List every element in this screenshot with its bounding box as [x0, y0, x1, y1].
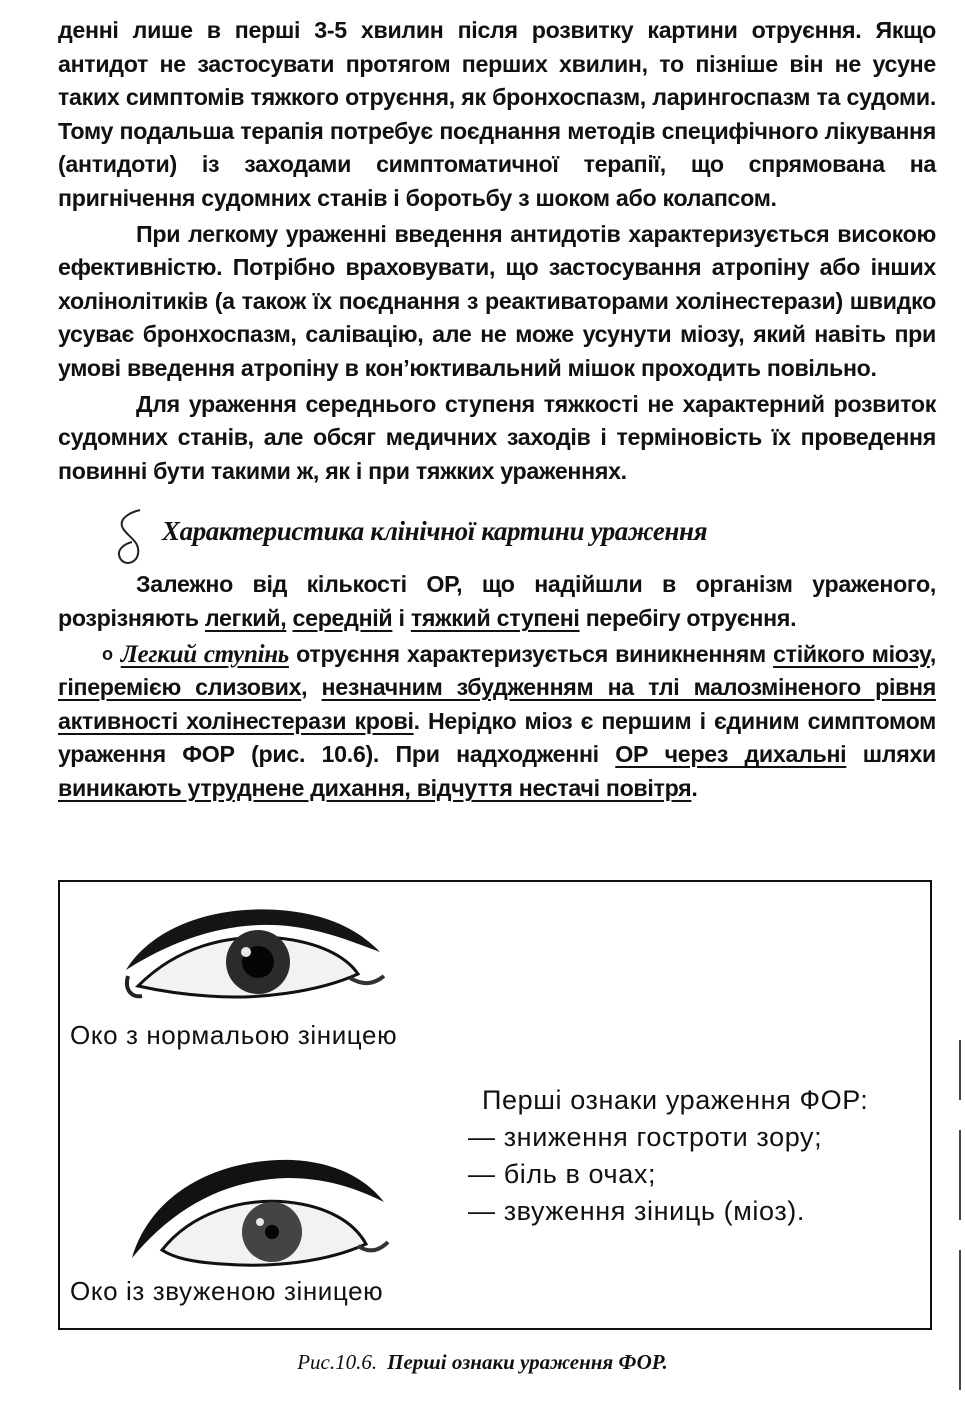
sign-item: — зниження гостроти зору;: [468, 1122, 823, 1152]
paragraph-4: [58, 568, 936, 635]
p5-text-5: шляхи: [846, 741, 936, 768]
p4-text-1: Залежно від кількості ОР, що надійшли в організм ураженого, розрізняють: [58, 571, 936, 631]
paragraph-3: Для ураження середнього ступеня тяжкості не характерний розвиток судомних станів, але обсяг медичних заходів і терміновість їх проведення повинні бути такими ж, як і при тяжких ураженнях.: [58, 390, 936, 484]
p5-underline-4: ОР через дихальні: [615, 741, 847, 768]
p5-underline-1: стійкого міозу: [773, 640, 930, 667]
paragraph-5: [58, 638, 936, 806]
sign-item: — звуження зіниць (міоз).: [468, 1196, 805, 1226]
p5-text-2: ,: [929, 640, 936, 667]
p5-text-6: .: [691, 774, 698, 801]
figure-caption: [0, 1350, 965, 1375]
scan-edge-line: [959, 1250, 961, 1390]
caption-normal-eye: Око з нормальою зіницею: [70, 1020, 398, 1050]
figure-caption-label: Рис.10.6.: [297, 1350, 378, 1374]
figure-caption-title: Перші ознаки ураження ФОР.: [387, 1350, 668, 1374]
p4-text-4: перебігу отруєння.: [579, 604, 797, 631]
p5-italic-term: Легкий ступінь: [120, 640, 289, 668]
sign-item: — біль в очах;: [468, 1159, 657, 1189]
p4-text-3: і: [392, 604, 411, 631]
paragraph-2: При легкому ураженні введення антидотів характеризується високою ефективністю. Потрібно враховувати, що застосування атропіну або інших холінолітиків (а також їх поєднання з реактиваторами холінестерази) швидко усуває бронхоспазм, салівацію, але не може усунути міозу, який навіть при умові введення атропіну в кон’юктивальний мішок проходить повільно.: [58, 220, 936, 381]
p5-text-1: отруєння характеризується виникненням: [288, 640, 774, 667]
signs-list: [468, 1082, 868, 1230]
p5-underline-3: незначним збудженням на тлі малозміненого рівня активності холінестерази крові: [58, 674, 936, 734]
bullet-icon: o: [102, 643, 113, 664]
scan-edge-line: [959, 1040, 961, 1100]
p5-underline-5: виникають утруднене дихання, відчуття нестачі повітря: [58, 774, 692, 801]
handwritten-mark-icon: [110, 506, 154, 572]
constricted-pupil-eye-icon: [122, 1150, 392, 1270]
paragraph-1: денні лише в перші 3-5 хвилин після розвитку картини отруєння. Якщо антидот не застосувати протягом перших хвилин, то пізніше він не усуне таких симптомів тяжкого отруєння, як бронхоспазм, ларингоспазм та судоми. Тому подальша терапія потребує поєднання методів специфічного лікування (антидоти) із заходами симптоматичної терапії, що спрямована на пригнічення судомних станів і боротьбу з шоком або колапсом.: [58, 17, 936, 211]
section-heading: [58, 514, 936, 558]
normal-eye-icon: [118, 900, 388, 1000]
signs-title: Перші ознаки ураження ФОР:: [482, 1085, 869, 1115]
p5-text-3: ,: [301, 674, 322, 701]
scan-edge-line: [959, 1130, 961, 1220]
page-text: [58, 14, 936, 805]
section-title: Характеристика клінічної картини ураження: [162, 516, 708, 547]
caption-constricted-eye: Око із звуженою зіницею: [70, 1276, 384, 1306]
p5-underline-2: гіперемією слизових: [58, 674, 302, 701]
p5-text-4: . Нерідко міоз є першим і єдиним симптомом ураження ФОР (рис. 10.6). При надходженні: [58, 707, 936, 768]
figure-box: [58, 880, 932, 1330]
p4-underline-light: легкий,: [204, 604, 287, 631]
p4-underline-severe: тяжкий ступені: [410, 604, 580, 631]
p4-underline-medium: середній: [292, 604, 393, 631]
